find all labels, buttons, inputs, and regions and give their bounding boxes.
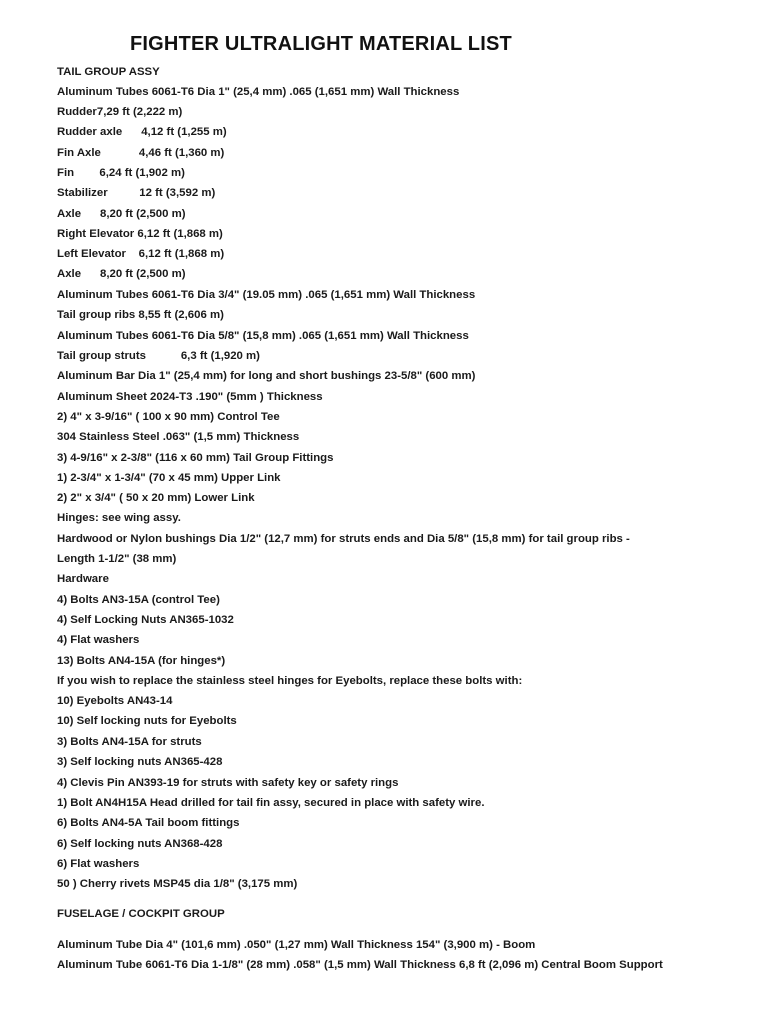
material-line: Axle 8,20 ft (2,500 m) [57,208,186,220]
material-line: Rudder axle 4,12 ft (1,255 m) [57,126,227,138]
hardware-line: 6) Flat washers [57,858,140,870]
material-line: Aluminum Bar Dia 1" (25,4 mm) for long and short bushings 23-5/8" (600 mm) [57,370,476,382]
hardware-line: 3) Self locking nuts AN365-428 [57,756,223,768]
hardware-line: 10) Eyebolts AN43-14 [57,695,173,707]
material-line: Tail group ribs 8,55 ft (2,606 m) [57,309,224,321]
material-line: Hardwood or Nylon bushings Dia 1/2" (12,7 mm) for struts ends and Dia 5/8" (15,8 mm) for tail group ribs - [57,533,630,545]
material-line: Fin 6,24 ft (1,902 m) [57,167,185,179]
material-line: 3) 4-9/16" x 2-3/8" (116 x 60 mm) Tail Group Fittings [57,452,334,464]
hardware-line: 10) Self locking nuts for Eyebolts [57,715,237,727]
material-line: 2) 2" x 3/4" ( 50 x 20 mm) Lower Link [57,492,255,504]
material-line: 304 Stainless Steel .063" (1,5 mm) Thickness [57,431,300,443]
material-line: Fin Axle 4,46 ft (1,360 m) [57,147,225,159]
material-line: Length 1-1/2" (38 mm) [57,553,177,565]
hardware-line: 13) Bolts AN4-15A (for hinges*) [57,655,226,667]
material-line: Stabilizer 12 ft (3,592 m) [57,187,216,199]
hardware-line: 1) Bolt AN4H15A Head drilled for tail fin assy, secured in place with safety wire. [57,797,485,809]
hardware-line: 4) Self Locking Nuts AN365-1032 [57,614,234,626]
hardware-heading: Hardware [57,573,109,585]
material-line: Aluminum Sheet 2024-T3 .190" (5mm ) Thickness [57,391,323,403]
section-heading-tail-group: TAIL GROUP ASSY [57,66,160,78]
document-title: FIGHTER ULTRALIGHT MATERIAL LIST [130,33,512,55]
material-line: 1) 2-3/4" x 1-3/4" (70 x 45 mm) Upper Link [57,472,281,484]
hardware-line: 6) Bolts AN4-5A Tail boom fittings [57,817,240,829]
hardware-line: 3) Bolts AN4-15A for struts [57,736,202,748]
material-line: 2) 4" x 3-9/16" ( 100 x 90 mm) Control Tee [57,411,280,423]
material-line: Aluminum Tube Dia 4" (101,6 mm) .050" (1,27 mm) Wall Thickness 154" (3,900 m) - Boom [57,939,536,951]
hardware-note: If you wish to replace the stainless steel hinges for Eyebolts, replace these bolts with: [57,675,523,687]
material-line: Right Elevator 6,12 ft (1,868 m) [57,228,223,240]
material-line: Tail group struts 6,3 ft (1,920 m) [57,350,260,362]
material-line: Aluminum Tubes 6061-T6 Dia 1" (25,4 mm) .065 (1,651 mm) Wall Thickness [57,86,460,98]
hardware-line: 4) Flat washers [57,634,140,646]
hardware-line: 6) Self locking nuts AN368-428 [57,838,223,850]
material-line: Aluminum Tubes 6061-T6 Dia 3/4" (19.05 mm) .065 (1,651 mm) Wall Thickness [57,289,476,301]
hardware-line: 4) Clevis Pin AN393-19 for struts with safety key or safety rings [57,777,399,789]
material-line: Axle 8,20 ft (2,500 m) [57,268,186,280]
material-line: Hinges: see wing assy. [57,512,181,524]
material-line: Left Elevator 6,12 ft (1,868 m) [57,248,225,260]
hardware-line: 4) Bolts AN3-15A (control Tee) [57,594,220,606]
section-heading-fuselage: FUSELAGE / COCKPIT GROUP [57,908,225,920]
material-line: Rudder7,29 ft (2,222 m) [57,106,183,118]
material-line: Aluminum Tube 6061-T6 Dia 1-1/8" (28 mm) .058" (1,5 mm) Wall Thickness 6,8 ft (2,096 m) Central Boom Support [57,959,663,971]
material-line: Aluminum Tubes 6061-T6 Dia 5/8" (15,8 mm) .065 (1,651 mm) Wall Thickness [57,330,469,342]
hardware-line: 50 ) Cherry rivets MSP45 dia 1/8" (3,175 mm) [57,878,298,890]
